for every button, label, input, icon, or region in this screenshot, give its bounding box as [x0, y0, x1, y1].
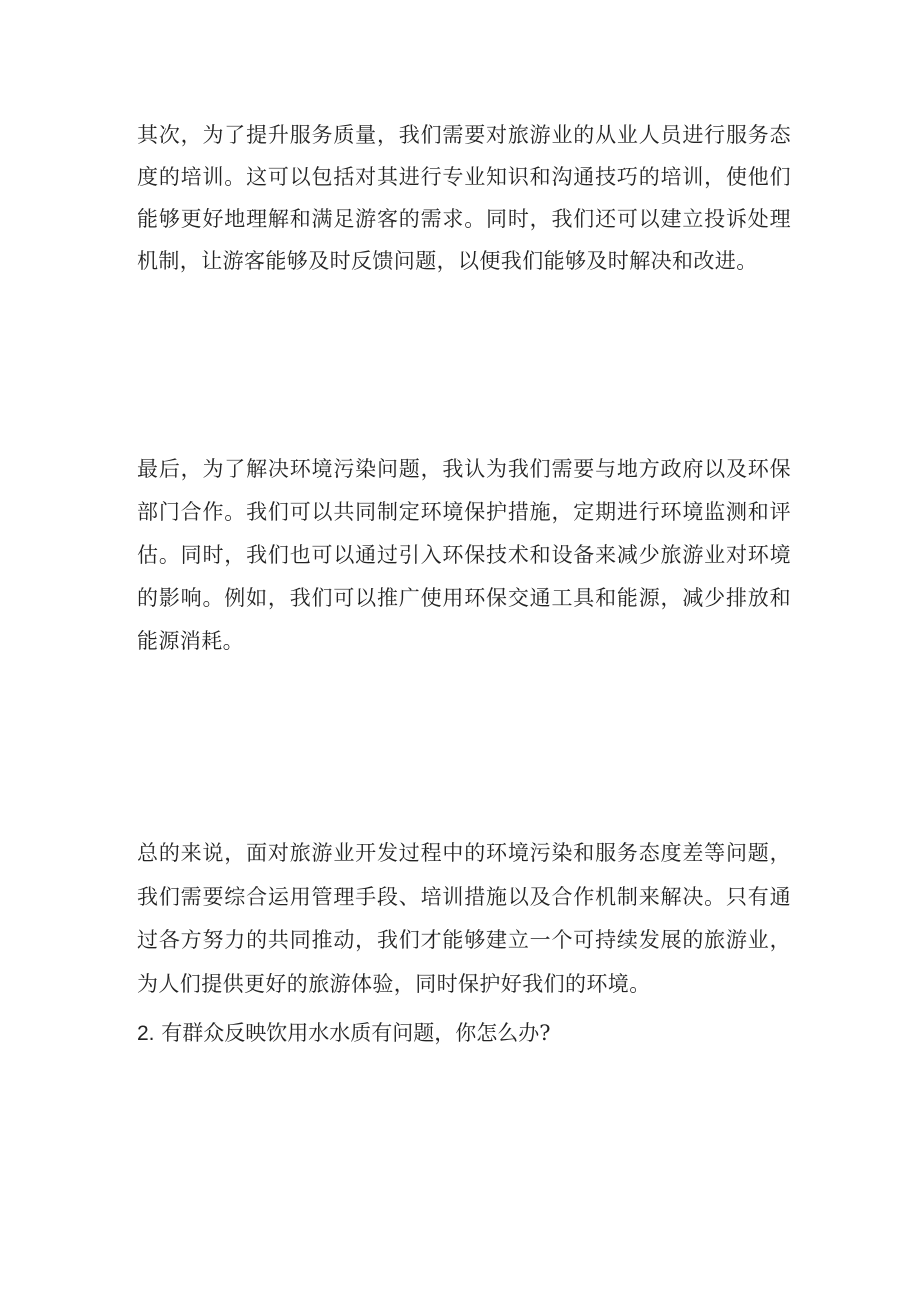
paragraph-service-training: 其次，为了提升服务质量，我们需要对旅游业的从业人员进行服务态度的培训。这可以包括对其进行专业知识和沟通技巧的培训，使他们能够更好地理解和满足游客的需求。同时，我们还可以建立投诉处理机制，让游客能够及时反馈问题，以便我们能够及时解决和改进。 [137, 123, 791, 273]
question-heading [137, 1015, 550, 1052]
question-text: 有群众反映饮用水水质有问题，你怎么办? [161, 1021, 551, 1045]
paragraph-conclusion: 总的来说，面对旅游业开发过程中的环境污染和服务态度差等问题，我们需要综合运用管理手段、培训措施以及合作机制来解决。只有通过各方努力的共同推动，我们才能够建立一个可持续发展的旅游业，为人们提供更好的旅游体验，同时保护好我们的环境。 [137, 841, 791, 996]
paragraph-environment-cooperation: 最后，为了解决环境污染问题，我认为我们需要与地方政府以及环保部门合作。我们可以共同制定环境保护措施，定期进行环境监测和评估。同时，我们也可以通过引入环保技术和设备来减少旅游业对环境的影响。例如，我们可以推广使用环保交通工具和能源，减少排放和能源消耗。 [137, 457, 791, 653]
question-number: 2. [137, 1022, 155, 1045]
